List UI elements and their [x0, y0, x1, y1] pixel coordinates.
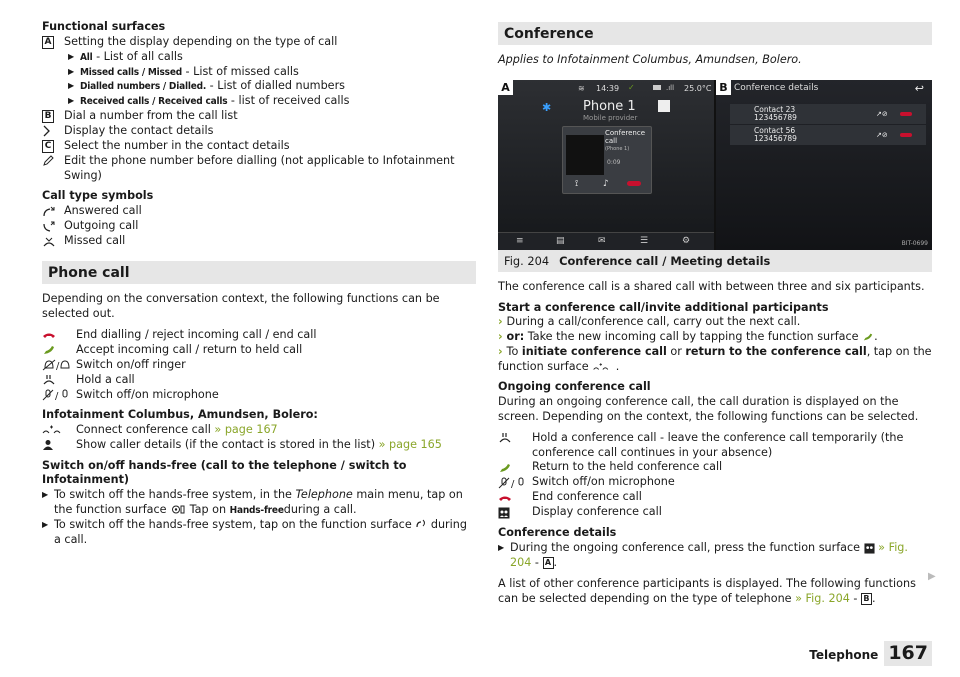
handsfree-step-1: [42, 488, 476, 518]
function-text: End dialling / reject incoming call / end call: [76, 327, 317, 341]
handsfree-step-text: [54, 488, 476, 518]
function-text: Switch on/off ringer: [76, 357, 186, 371]
details-step: [498, 541, 932, 571]
return-call-icon: [498, 460, 532, 475]
bottom-toolbar: [498, 232, 714, 250]
ui-term: All: [80, 51, 93, 63]
sub-item: [42, 65, 476, 80]
pencil-icon: [42, 154, 64, 169]
sub-item-text: - List of missed calls: [181, 64, 299, 78]
infotainment-row: [42, 423, 476, 438]
ongoing-text: Switch off/on microphone: [532, 475, 675, 489]
call-type-text: Answered call: [64, 204, 142, 218]
conf-line: Conference: [605, 128, 646, 137]
figure-caption: [498, 250, 932, 272]
contact-number: 123456789: [754, 134, 797, 144]
start-step-2: › or: Take the new incoming call by tapping the function surface .: [498, 330, 878, 344]
triangle-bullet-icon: ▶: [68, 81, 75, 91]
left-column: [42, 20, 476, 547]
settings-icon[interactable]: ⚙: [682, 235, 691, 246]
infotainment-heading: Infotainment Columbus, Amundsen, Bolero:: [42, 407, 318, 421]
display-conference-icon: [864, 543, 875, 554]
svg-text:/: /: [56, 361, 60, 372]
phone-call-intro: Depending on the conversation context, the following functions can be selected out.: [42, 292, 440, 321]
applies-text: Applies to Infotainment Columbus, Amundsen, Bolero.: [498, 53, 802, 66]
infotainment-text: [76, 423, 476, 438]
conf-title: [605, 129, 645, 152]
accept-call-icon: [42, 343, 76, 358]
functional-surfaces-heading: Functional surfaces: [42, 20, 166, 33]
conference-section-title: Conference: [498, 22, 932, 45]
bluetooth-icon: ✱: [542, 100, 552, 114]
mic-button[interactable]: ♪: [603, 178, 609, 189]
menu-icon[interactable]: ≡: [516, 235, 524, 246]
text-fragment: return to the conference call: [685, 344, 867, 358]
function-text: Accept incoming call / return to held call: [76, 342, 303, 356]
contact-row[interactable]: [730, 125, 926, 145]
accept-call-icon: [862, 332, 874, 342]
conf-line: (Phone 1): [605, 145, 630, 152]
ongoing-row: [498, 475, 932, 490]
call-duration: 0:09: [607, 158, 621, 166]
ui-term: Dialled numbers / Dialled.: [80, 81, 207, 93]
ongoing-text: Display conference call: [532, 505, 662, 519]
text-fragment: Tap on: [186, 502, 230, 516]
text-fragment: main menu, tap on the function surface: [54, 488, 463, 516]
end-call-button[interactable]: [627, 181, 641, 186]
item-a: [42, 35, 476, 50]
phone-switch-icon[interactable]: [658, 100, 670, 112]
details-step-text: During the ongoing conference call, press the function surface » Fig. 204 - A .: [510, 541, 908, 569]
text-fragment: To switch off the hands-free system, tap on the function surface: [54, 517, 416, 531]
end-call-icon: [42, 328, 76, 343]
triangle-bullet-icon: ▶: [42, 490, 49, 500]
text-fragment: -: [849, 591, 861, 605]
handsfree-step-2: [42, 518, 476, 548]
function-row: [42, 328, 476, 343]
ringer-icon: [42, 358, 76, 373]
end-contact-call-icon[interactable]: [900, 112, 912, 116]
fig-link[interactable]: » Fig. 204: [510, 541, 908, 569]
ongoing-text: End conference call: [532, 490, 642, 504]
svg-text:/: /: [511, 478, 515, 489]
page-number: 167: [884, 641, 932, 666]
start-step-text: During a call/conference call, carry out the next call.: [506, 315, 801, 329]
continue-arrow-icon: ▶: [928, 571, 936, 582]
function-text: Hold a call: [76, 372, 135, 386]
call-type-outgoing: [42, 219, 476, 234]
marker-c: C: [42, 140, 54, 153]
sub-item: [42, 50, 476, 65]
ongoing-row: [498, 505, 932, 520]
item-c-text: Select the number in the contact details: [64, 138, 290, 152]
contacts-icon[interactable]: ▤: [556, 235, 565, 246]
page-link[interactable]: » page 167: [214, 422, 278, 436]
sub-item-text: - list of received calls: [227, 94, 350, 108]
item-c: [42, 139, 476, 154]
triangle-bullet-icon: ▶: [68, 66, 75, 76]
ongoing-text: Return to the held conference call: [532, 460, 723, 474]
ui-term: Hands-free: [229, 504, 284, 516]
arrow-bullet-icon: ›: [498, 330, 507, 344]
answered-call-icon: [42, 204, 64, 219]
arrow-bullet-icon: ›: [498, 344, 507, 358]
outgoing-call-icon: [42, 219, 64, 234]
sub-item: [42, 79, 476, 94]
text-fragment: During the ongoing conference call, press the function surface: [510, 541, 864, 555]
triangle-bullet-icon: ▶: [42, 519, 49, 529]
microphone-icon: [498, 475, 532, 490]
fig-link[interactable]: » Fig. 204: [795, 591, 850, 605]
participants-text: A list of other conference participants is displayed. The following functions can be selected depending on the type of telephone » Fig. 204 - B .: [498, 576, 916, 605]
item-details: [42, 124, 476, 139]
ongoing-row: [498, 431, 932, 461]
text-fragment: To: [506, 344, 522, 358]
hold-conference-icon: [498, 431, 532, 446]
conference-intro: The conference call is a shared call with between three and six participants.: [498, 279, 925, 293]
call-list-icon[interactable]: ☰: [640, 235, 649, 246]
start-step-text: Take the new incoming call by tapping the function surface: [524, 330, 863, 344]
ongoing-functions: [498, 431, 932, 521]
start-heading: Start a conference call/invite additional participants: [498, 300, 829, 314]
ongoing-row: [498, 460, 932, 475]
private-call-icon[interactable]: ↗⊘: [876, 130, 888, 139]
contact-number: 123456789: [754, 113, 797, 123]
private-call-icon[interactable]: ↗⊘: [876, 109, 888, 118]
screen-a: [498, 80, 714, 250]
conference-call-icon: [42, 423, 76, 438]
item-b: [42, 109, 476, 124]
ongoing-heading: Ongoing conference call: [498, 380, 651, 394]
or-label: or:: [506, 330, 525, 344]
microphone-icon: [42, 388, 76, 403]
fig-number: Fig. 204: [504, 253, 550, 268]
handsfree-step-text: [54, 518, 476, 548]
ui-term: Missed calls / Missed: [80, 66, 182, 78]
ongoing-text: Hold a conference call - leave the conference call temporarily (the conference call continues in your absence): [532, 430, 904, 459]
start-step-3: › To initiate conference call or return to the conference call, tap on the function surface .: [498, 344, 932, 373]
item-details-text: Display the contact details: [64, 123, 214, 137]
ui-term: Received calls / Received calls: [80, 96, 228, 108]
text-fragment: A list of other conference participants is displayed. The following functions can be selected depending on the type of telephone: [498, 576, 916, 605]
status-temp: 25.0°C: [684, 83, 712, 93]
screen-b-label: B: [716, 80, 731, 95]
triangle-bullet-icon: ▶: [68, 51, 75, 61]
conference-details-title: Conference details: [734, 82, 819, 93]
signal-icon: .ıll: [666, 83, 675, 92]
function-row: [42, 373, 476, 388]
fig-title: Conference call / Meeting details: [559, 253, 771, 268]
conf-line: call: [605, 137, 618, 146]
contact-row[interactable]: [730, 104, 926, 124]
marker-b: B: [861, 593, 872, 605]
sub-item: [42, 94, 476, 109]
back-icon[interactable]: ↩: [914, 81, 924, 95]
page-link[interactable]: » page 165: [378, 437, 442, 451]
screen-b: [716, 80, 932, 250]
triangle-bullet-icon: ▶: [498, 543, 505, 553]
page-footer: [809, 641, 932, 666]
handsfree-icon: [415, 519, 427, 530]
figure-204: [498, 80, 932, 250]
status-time: 14:39: [596, 83, 620, 93]
text-fragment: , tap on the function surface: [498, 344, 932, 373]
function-row: [42, 358, 476, 373]
call-type-heading: Call type symbols: [42, 189, 154, 203]
phone-call-section-title: Phone call: [42, 261, 476, 284]
item-edit: [42, 154, 476, 184]
infotainment-text: [76, 438, 476, 453]
text-fragment: -: [531, 555, 543, 569]
phone-functions: [42, 328, 476, 403]
conference-details-button[interactable]: ⟟: [575, 178, 579, 189]
item-a-text: Setting the display depending on the type of call: [64, 34, 338, 48]
conference-avatar: [566, 135, 604, 175]
figure-code: BIT-0699: [901, 239, 928, 247]
function-row: [42, 343, 476, 358]
details-heading: Conference details: [498, 526, 617, 540]
messages-icon[interactable]: ✉: [598, 235, 606, 246]
hold-call-icon: [42, 373, 76, 388]
person-icon: [42, 438, 76, 453]
infotainment-item-text: Connect conference call: [76, 422, 215, 436]
phone-status-icon: ✓: [628, 82, 635, 92]
call-type-missed: [42, 234, 476, 249]
end-conference-icon: [498, 490, 532, 505]
phone-provider: Mobile provider: [583, 113, 638, 122]
battery-icon: [653, 85, 661, 90]
infotainment-row: [42, 438, 476, 453]
triangle-bullet-icon: ▶: [68, 96, 75, 106]
text-fragment: To switch off the hands-free system, in the: [54, 488, 296, 502]
conference-card: [562, 126, 652, 194]
text-fragment: initiate conference call: [521, 344, 667, 358]
item-edit-text: Edit the phone number before dialling (not applicable to Infotainment Swing): [64, 153, 455, 182]
display-conference-icon: [498, 505, 532, 520]
handsfree-heading: Switch on/off hands-free (call to the telephone / switch to Infotainment): [42, 458, 407, 487]
end-contact-call-icon[interactable]: [900, 133, 912, 137]
text-fragment: Telephone: [295, 488, 353, 502]
infotainment-item-text: Show caller details (if the contact is stored in the list): [76, 437, 379, 451]
start-step-1: [498, 315, 932, 330]
sub-item-text: - List of dialled numbers: [206, 79, 345, 93]
call-type-text: Missed call: [64, 234, 126, 248]
call-type-answered: [42, 204, 476, 219]
text-fragment: during a call.: [283, 502, 357, 516]
arrow-bullet-icon: ›: [498, 315, 507, 329]
chevron-right-icon: [42, 124, 64, 139]
item-b-text: Dial a number from the call list: [64, 108, 238, 122]
settings-phone-icon: [170, 504, 186, 515]
phone-title: Phone 1: [583, 98, 636, 114]
marker-a: A: [42, 36, 54, 49]
function-text: Switch off/on microphone: [76, 387, 219, 401]
ongoing-text: During an ongoing conference call, the call duration is displayed on the screen. Depending on the context, the following functions can be selected.: [498, 395, 919, 424]
contact-name: Contact 56: [754, 125, 796, 135]
svg-text:/: /: [55, 391, 59, 402]
conference-call-icon: [592, 362, 612, 372]
call-type-text: Outgoing call: [64, 219, 139, 233]
text-fragment: or: [666, 344, 686, 358]
right-column: [498, 20, 932, 606]
wifi-icon: ≋: [578, 83, 585, 93]
marker-b: B: [42, 110, 54, 123]
sub-item-text: - List of all calls: [92, 49, 183, 63]
screen-a-label: A: [498, 80, 513, 95]
footer-chapter: Telephone: [809, 648, 879, 663]
ongoing-row: [498, 490, 932, 505]
function-row: [42, 388, 476, 403]
missed-call-icon: [42, 234, 64, 249]
contact-name: Contact 23: [754, 104, 796, 114]
marker-a: A: [543, 557, 554, 569]
text-fragment: during a call.: [54, 517, 467, 546]
